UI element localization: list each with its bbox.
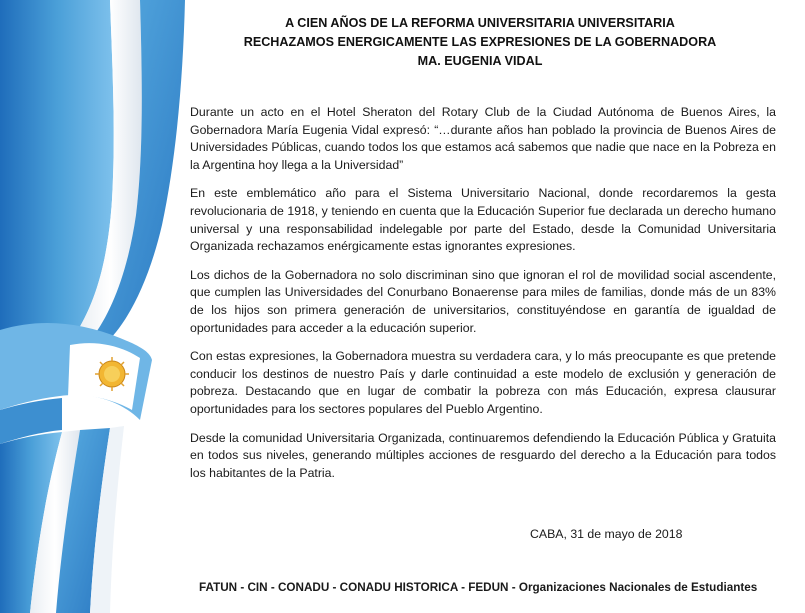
- title-line-2: RECHAZAMOS ENERGICAMENTE LAS EXPRESIONES DE LA GOBERNADORA: [243, 35, 717, 49]
- document-title: [170, 14, 790, 71]
- argentine-flag-ribbon: [0, 0, 200, 613]
- paragraph: Con estas expresiones, la Gobernadora muestra su verdadera cara, y lo más preocupante es que pretende conducir los destinos de nuestro País y darle continuidad a este modelo de exclusión y generación de pobreza. Destacando que en lugar de combatir la pobreza con más Educación, expresa clausurar oportunidades para los sectores populares del Pueblo Argentino.: [190, 349, 776, 416]
- title-line-3: MA. EUGENIA VIDAL: [417, 54, 543, 68]
- paragraph: Los dichos de la Gobernadora no solo discriminan sino que ignoran el rol de movilidad social ascendente, que cumplen las Universidades del Conurbano Bonaerense para miles de familias, donde más de un 83% de los hijos son primera generación de universitarios, constituyéndose en garantía de igualdad de oportunidades para acceder a la educación superior.: [190, 267, 776, 335]
- signature-date: CABA, 31 de mayo de 2018: [530, 527, 683, 541]
- title-line-1: A CIEN AÑOS DE LA REFORMA UNIVERSITARIA UNIVERSITARIA: [285, 16, 675, 30]
- paragraph: Durante un acto en el Hotel Sheraton del Rotary Club de la Ciudad Autónoma de Buenos Aires, la Gobernadora María Eugenia Vidal expresó: “…durante años han poblado la provincia de Buenos Aires de Universidades Públicas, cuando todos los que estamos acá sabemos que nadie que nace en la Pobreza en la Argentina hoy llega a la Universidad”: [190, 105, 776, 172]
- footer-organizations: FATUN - CIN - CONADU - CONADU HISTORICA - FEDUN - Organizaciones Nacionales de Estudiantes: [199, 581, 758, 594]
- statement-body: [190, 104, 776, 493]
- paragraph: Desde la comunidad Universitaria Organizada, continuaremos defendiendo la Educación Pública y Gratuita en todos sus niveles, generando múltiples acciones de resguardo del derecho a la Educación para todos los habitantes de la Patria.: [190, 430, 776, 480]
- paragraph: En este emblemático año para el Sistema Universitario Nacional, donde recordaremos la gesta revolucionaria de 1918, y teniendo en cuenta que la Educación Superior fue declarada un derecho humano universal y una responsabilidad indelegable por parte del Estado, desde la Comunidad Universitaria Organizada rechazamos enérgicamente estas ignorantes expresiones.: [190, 186, 776, 254]
- sol-de-mayo-icon: [95, 357, 129, 391]
